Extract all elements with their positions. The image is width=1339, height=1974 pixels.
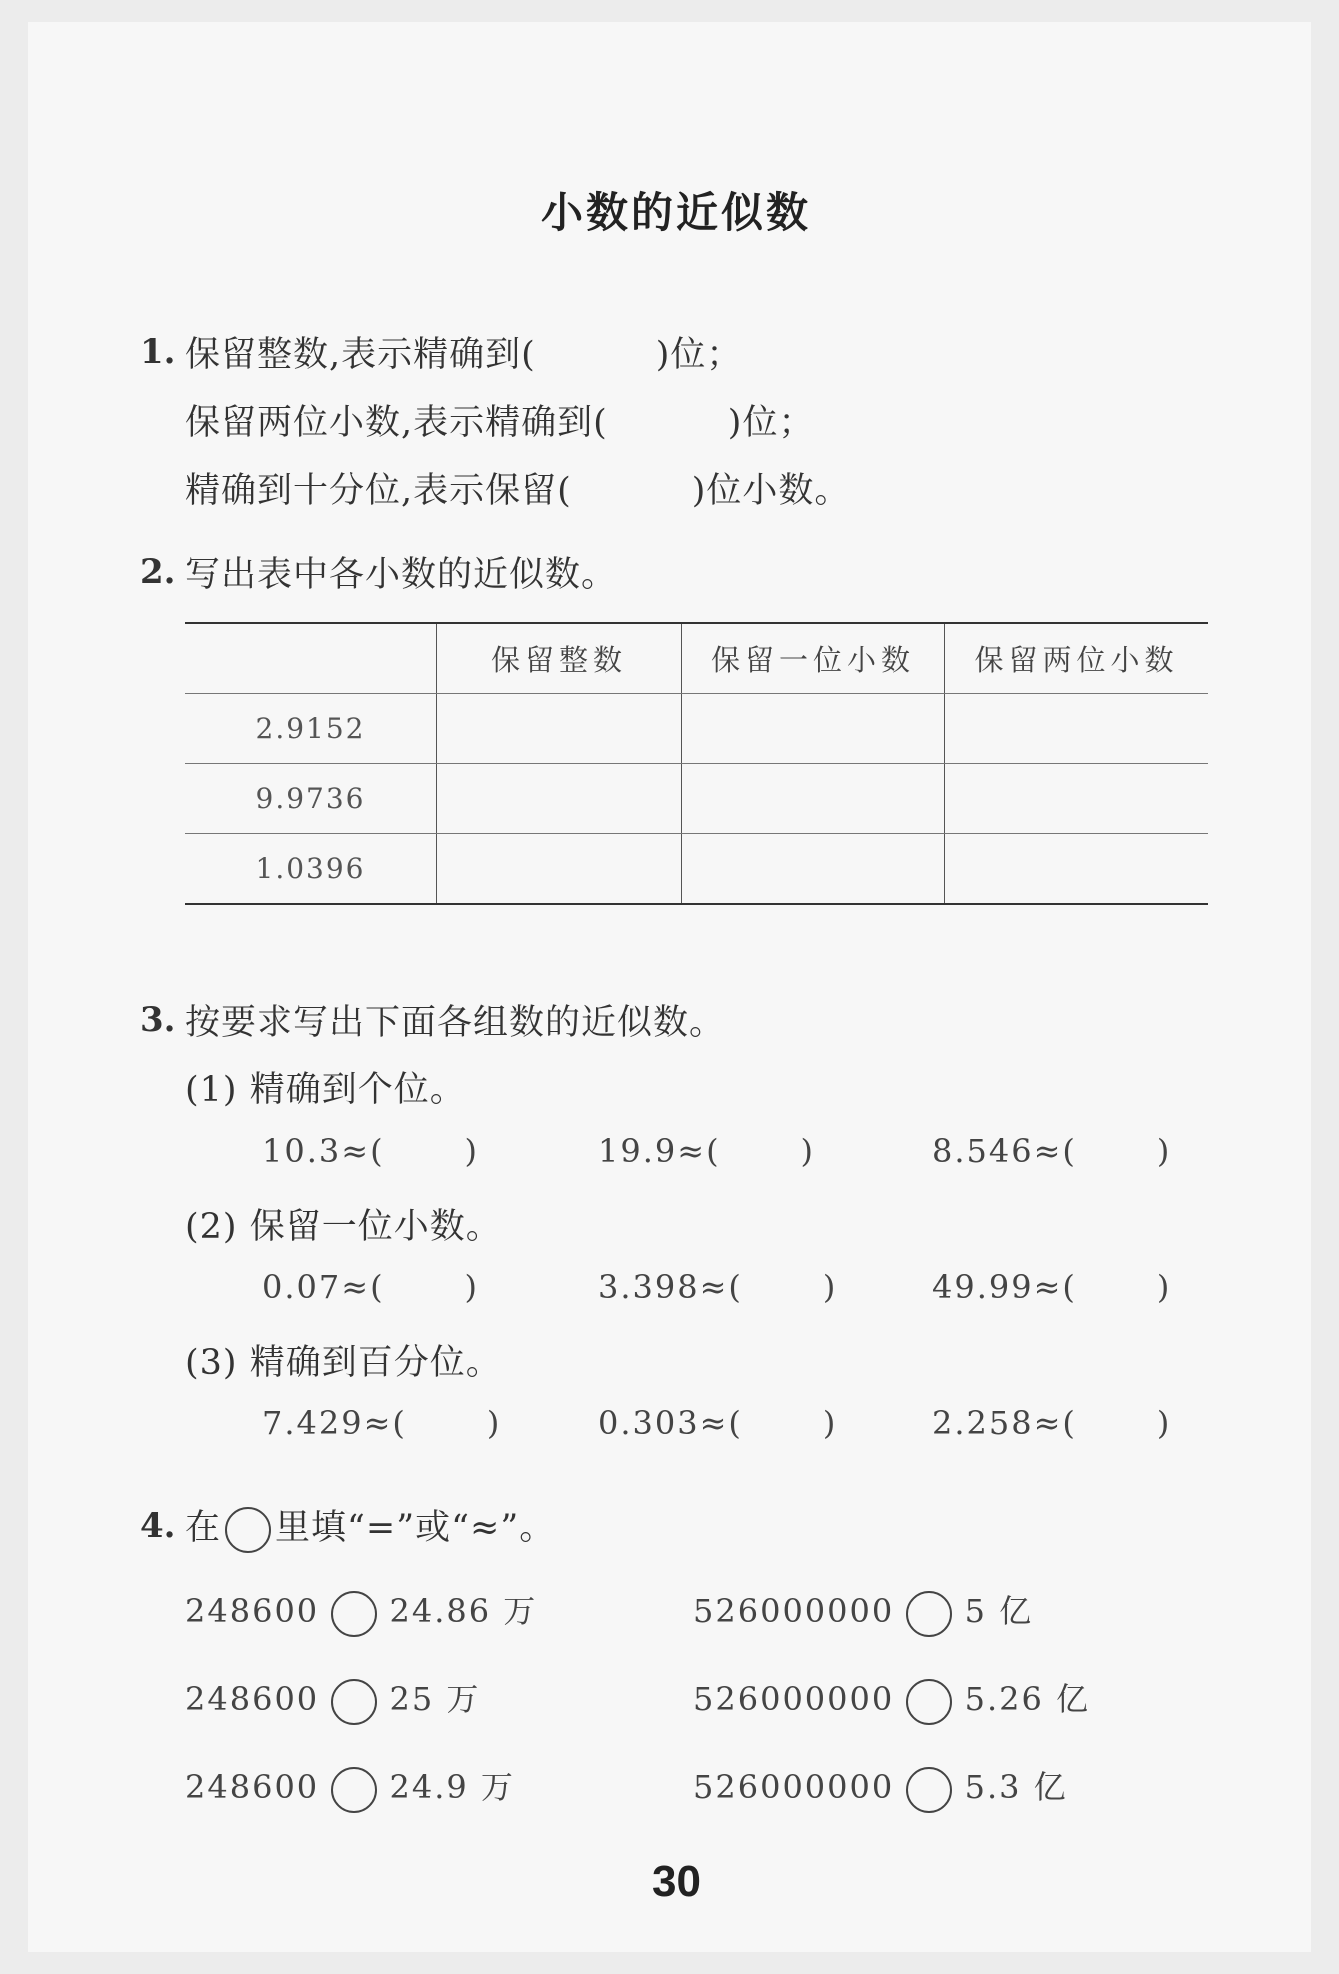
q3-part1-label: (1) 精确到个位。	[185, 1070, 466, 1110]
q4-value-right: 5 亿	[964, 1592, 1034, 1630]
q1-line3	[185, 463, 850, 513]
circle-icon	[225, 1507, 271, 1553]
answer-circle[interactable]	[906, 1767, 952, 1813]
q3-part2-item3	[932, 1268, 1171, 1306]
q2-number: 2.	[140, 552, 176, 592]
answer-cell[interactable]	[437, 764, 682, 834]
table-row-value: 1.0396	[185, 834, 437, 905]
q1-line3-b: )位小数。	[691, 471, 851, 511]
q3-expression: 3.398≈(	[598, 1268, 743, 1306]
table-row	[185, 694, 1208, 764]
approximation-table	[185, 622, 1208, 905]
table-row	[185, 764, 1208, 834]
answer-cell[interactable]	[682, 694, 945, 764]
q3-part2-label: (2) 保留一位小数。	[185, 1207, 502, 1247]
q3-expression: 19.9≈(	[598, 1132, 721, 1170]
q3-expression: 0.07≈(	[262, 1268, 385, 1306]
table-row	[185, 834, 1208, 905]
table-header-two-decimal: 保留两位小数	[945, 623, 1209, 694]
q4-row3-right	[693, 1762, 1068, 1813]
q4-value-right: 5.26 亿	[964, 1680, 1091, 1718]
q4-row1-left	[185, 1586, 537, 1637]
q4-value-left: 25 万	[389, 1680, 481, 1718]
answer-cell[interactable]	[945, 834, 1209, 905]
q4-row3-left	[185, 1762, 515, 1813]
q4-value-left: 24.86 万	[389, 1592, 538, 1630]
q3-part2-item2	[598, 1268, 837, 1306]
answer-circle[interactable]	[906, 1679, 952, 1725]
q4-number-left: 248600	[185, 1768, 320, 1806]
q2-text: 写出表中各小数的近似数。	[185, 555, 618, 595]
q4-number-right: 526000000	[693, 1592, 895, 1630]
q4-number: 4.	[140, 1506, 176, 1546]
q3-expression: 0.303≈(	[598, 1404, 743, 1442]
q3-expression: 8.546≈(	[932, 1132, 1077, 1170]
q1-line2-b: )位；	[727, 403, 815, 443]
q1-line1-a: 保留整数,表示精确到(	[185, 335, 536, 375]
q3-expression: 2.258≈(	[932, 1404, 1077, 1442]
q3-part1-item3	[932, 1132, 1171, 1170]
q3-number: 3.	[140, 1000, 176, 1040]
q4-number-left: 248600	[185, 1680, 320, 1718]
q3-part3-label: (3) 精确到百分位。	[185, 1343, 502, 1383]
close-paren: )	[822, 1268, 838, 1306]
q3-expression: 49.99≈(	[932, 1268, 1077, 1306]
page-number: 30	[652, 1857, 701, 1906]
q1-line1	[185, 327, 742, 377]
answer-cell[interactable]	[945, 694, 1209, 764]
q4-number-right: 526000000	[693, 1768, 895, 1806]
close-paren: )	[464, 1132, 480, 1170]
q3-expression: 7.429≈(	[262, 1404, 407, 1442]
table-header-row	[185, 623, 1208, 694]
answer-cell[interactable]	[945, 764, 1209, 834]
q3-text: 按要求写出下面各组数的近似数。	[185, 1003, 726, 1043]
q3-part1-item2	[598, 1132, 815, 1170]
worksheet-page	[28, 22, 1311, 1952]
q3-expression: 10.3≈(	[262, 1132, 385, 1170]
q4-row2-right	[693, 1674, 1090, 1725]
answer-cell[interactable]	[437, 834, 682, 905]
q4-value-left: 24.9 万	[389, 1768, 515, 1806]
q1-number: 1.	[140, 332, 176, 372]
q4-value-right: 5.3 亿	[964, 1768, 1068, 1806]
table-row-value: 2.9152	[185, 694, 437, 764]
q3-part3-item2	[598, 1404, 837, 1442]
q4-text-a: 在	[185, 1508, 222, 1548]
page-title: 小数的近似数	[541, 188, 812, 237]
answer-circle[interactable]	[331, 1767, 377, 1813]
close-paren: )	[822, 1404, 838, 1442]
table-row-value: 9.9736	[185, 764, 437, 834]
q4-row1-right	[693, 1586, 1033, 1637]
close-paren: )	[800, 1132, 816, 1170]
q4-text-b: 里填“=”或“≈”。	[275, 1508, 556, 1548]
close-paren: )	[1156, 1404, 1172, 1442]
close-paren: )	[1156, 1268, 1172, 1306]
answer-cell[interactable]	[682, 764, 945, 834]
close-paren: )	[486, 1404, 502, 1442]
q4-row2-left	[185, 1674, 480, 1725]
close-paren: )	[464, 1268, 480, 1306]
table-header-integer: 保留整数	[437, 623, 682, 694]
q4-number-right: 526000000	[693, 1680, 895, 1718]
q1-line2-a: 保留两位小数,表示精确到(	[185, 403, 608, 443]
q1-line3-a: 精确到十分位,表示保留(	[185, 471, 572, 511]
q1-line2	[185, 395, 814, 445]
q3-part1-item1	[262, 1132, 479, 1170]
q4-text	[185, 1500, 555, 1553]
q3-part3-item1	[262, 1404, 501, 1442]
q3-part3-item3	[932, 1404, 1171, 1442]
answer-circle[interactable]	[906, 1591, 952, 1637]
table-header-one-decimal: 保留一位小数	[682, 623, 945, 694]
close-paren: )	[1156, 1132, 1172, 1170]
q4-number-left: 248600	[185, 1592, 320, 1630]
table-header-blank	[185, 623, 437, 694]
answer-circle[interactable]	[331, 1679, 377, 1725]
answer-cell[interactable]	[437, 694, 682, 764]
q1-line1-b: )位；	[655, 335, 743, 375]
answer-cell[interactable]	[682, 834, 945, 905]
answer-circle[interactable]	[331, 1591, 377, 1637]
q3-part2-item1	[262, 1268, 479, 1306]
